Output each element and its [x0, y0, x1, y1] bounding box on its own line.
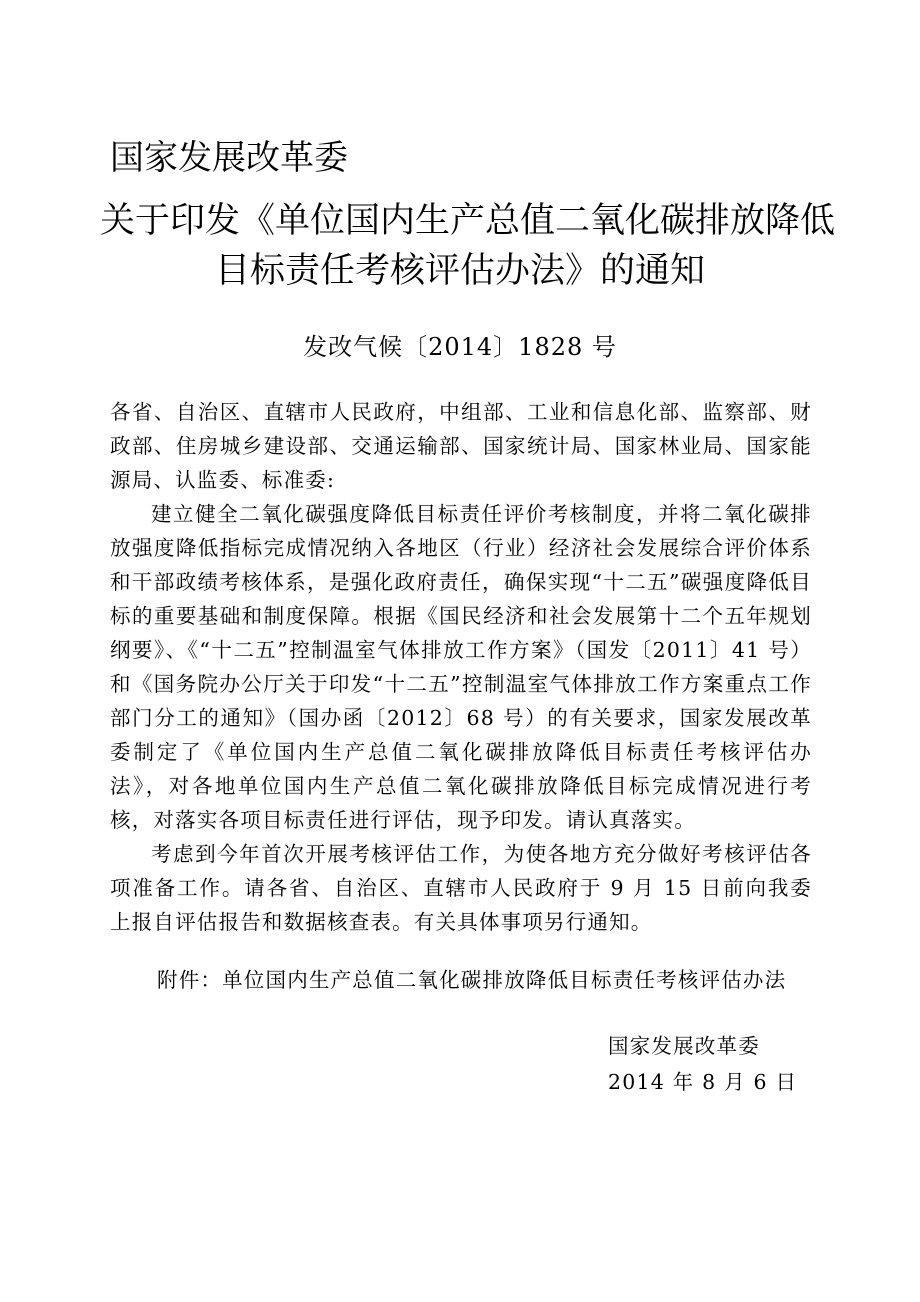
signature-issuer: 国家发展改革委 [608, 1034, 760, 1058]
deadline-paragraph: 考虑到今年首次开展考核评估工作，为使各地方充分做好考核评估各项准备工作。请各省、自治区、直辖市人民政府于 9 月 15 日前向我委上报自评估报告和数据核查表。有关具体事项另行通知。 [110, 842, 812, 934]
title-line-2: 目标责任考核评估办法》的通知 [214, 251, 705, 291]
main-paragraph: 建立健全二氧化碳强度降低目标责任评价考核制度，并将二氧化碳排放强度降低指标完成情况纳入各地区（行业）经济社会发展综合评价体系和干部政绩考核体系，是强化政府责任，确保实现“十二五”碳强度降低目标的重要基础和制度保障。根据《国民经济和社会发展第十二个五年规划纲要》、《“十二五”控制温室气体排放工作方案》（国发〔2011〕41 号）和《国务院办公厅关于印发“十二五”控制温室气体排放工作方案重点工作部门分工的通知》（国办函〔2012〕68 号）的有关要求，国家发展改革委制定了《单位国内生产总值二氧化碳排放降低目标责任考核评估办法》，对各地单位国内生产总值二氧化碳排放降低目标完成情况进行考核，对落实各项目标责任进行评估，现予印发。请认真落实。 [110, 502, 812, 832]
signature-date: 2014 年 8 月 6 日 [608, 1070, 798, 1094]
recipients-paragraph: 各省、自治区、直辖市人民政府，中组部、工业和信息化部、监察部、财政部、住房城乡建设部、交通运输部、国家统计局、国家林业局、国家能源局、认监委、标准委: [110, 400, 812, 492]
document-number: 发改气候〔2014〕1828 号 [303, 333, 617, 361]
signature-block [608, 1028, 797, 1100]
attachment-line: 附件：单位国内生产总值二氧化碳排放降低目标责任考核评估办法 [157, 968, 787, 992]
document-body [110, 395, 812, 939]
title-line-1: 关于印发《单位国内生产总值二氧化碳排放降低 [100, 201, 836, 241]
issuer-heading: 国家发展改革委 [110, 138, 348, 178]
document-title [100, 196, 836, 296]
